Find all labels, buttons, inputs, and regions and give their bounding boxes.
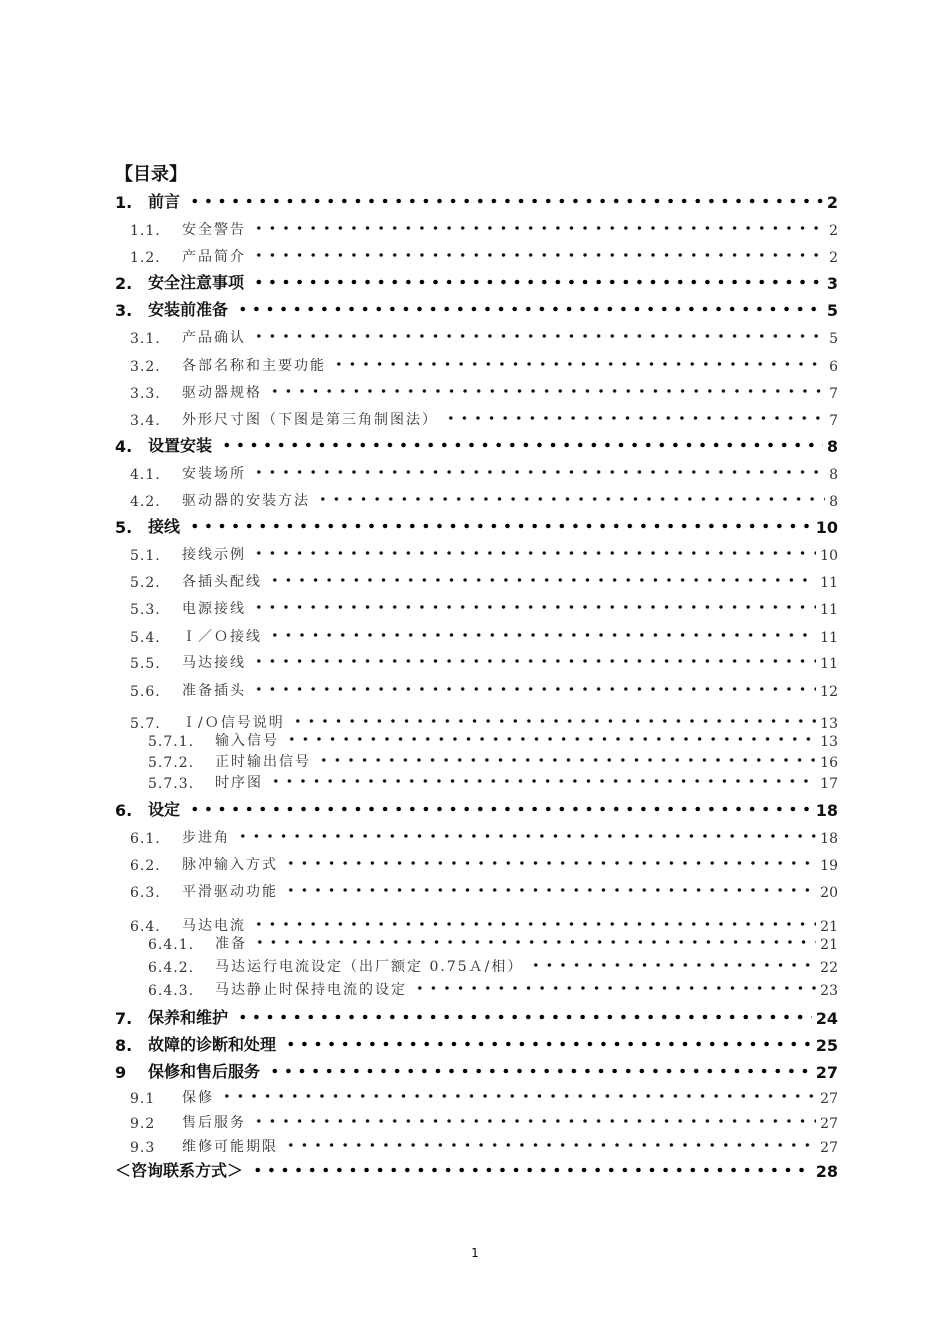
toc-entry-page: 28 bbox=[815, 1162, 838, 1181]
toc-entry[interactable] bbox=[130, 242, 838, 266]
toc-entry-page: 5 bbox=[826, 301, 838, 320]
toc-entry-title: 各部名称和主要功能 bbox=[182, 358, 326, 374]
toc-entry[interactable] bbox=[115, 188, 838, 212]
toc-entry-number: 2. bbox=[115, 274, 133, 293]
toc-entry-number: 6.2. bbox=[130, 858, 161, 874]
dot-leader bbox=[252, 918, 816, 930]
toc-entry-number: 3.2. bbox=[130, 359, 161, 375]
dot-leader bbox=[317, 754, 816, 766]
toc-entry-page: 7 bbox=[829, 386, 838, 402]
toc-entry[interactable] bbox=[130, 215, 838, 239]
toc-entry-page: 27 bbox=[820, 1140, 838, 1156]
dot-leader bbox=[253, 936, 816, 948]
toc-entry-number: 5.3. bbox=[130, 602, 161, 618]
toc-entry[interactable] bbox=[115, 296, 838, 320]
toc-entry-title: 正时输出信号 bbox=[215, 754, 311, 770]
toc-entry-number: 6.4.3. bbox=[148, 983, 195, 999]
dot-leader bbox=[188, 520, 812, 532]
toc-entry-number: 3. bbox=[115, 301, 133, 320]
toc-entry[interactable] bbox=[148, 956, 838, 976]
dot-leader bbox=[251, 1164, 812, 1176]
toc-entry-page: 10 bbox=[820, 548, 838, 564]
toc-entry[interactable] bbox=[130, 823, 838, 847]
toc-entry-page: 13 bbox=[820, 734, 838, 750]
dot-leader bbox=[268, 574, 816, 586]
toc-entry-title: 设置安装 bbox=[148, 436, 213, 455]
page-number: 1 bbox=[471, 1246, 479, 1260]
dot-leader bbox=[252, 330, 825, 342]
toc-entry-title: 产品简介 bbox=[182, 249, 246, 265]
dot-leader bbox=[284, 1038, 812, 1050]
dot-leader bbox=[220, 439, 823, 451]
dot-leader bbox=[236, 303, 823, 315]
toc-entry-title: 安全注意事项 bbox=[148, 273, 245, 292]
toc-entry-title: 保修 bbox=[182, 1090, 214, 1106]
toc-entry[interactable] bbox=[148, 933, 838, 953]
toc-entry-number: 5.7.2. bbox=[148, 755, 195, 771]
toc-entry-page: 2 bbox=[829, 223, 838, 239]
toc-entry[interactable] bbox=[130, 1108, 838, 1132]
toc-entry-number: 5.4. bbox=[130, 630, 161, 646]
toc-entry-page: 27 bbox=[815, 1063, 838, 1082]
toc-entry-title: 接线示例 bbox=[182, 547, 246, 563]
toc-entry-title: 安全警告 bbox=[182, 222, 246, 238]
toc-entry-page: 2 bbox=[826, 193, 838, 212]
toc-entry[interactable] bbox=[130, 540, 838, 564]
dot-leader bbox=[291, 715, 816, 727]
toc-entry-page: 6 bbox=[829, 359, 838, 375]
dot-leader bbox=[252, 683, 816, 695]
toc-entry-number: 6.3. bbox=[130, 885, 161, 901]
toc-entry-title: 外形尺寸图（下图是第三角制图法） bbox=[182, 412, 438, 428]
toc-entry-page: 27 bbox=[820, 1116, 838, 1132]
dot-leader bbox=[413, 982, 816, 994]
toc-entry-page: 21 bbox=[820, 937, 838, 953]
toc-entry[interactable] bbox=[148, 979, 838, 999]
dot-leader bbox=[269, 775, 816, 787]
toc-entry-page: 16 bbox=[820, 755, 838, 771]
toc-entry-page: 11 bbox=[820, 575, 838, 591]
toc-entry-number: 5.5. bbox=[130, 656, 161, 672]
dot-leader bbox=[252, 222, 825, 234]
toc-entry-number: 3.3. bbox=[130, 386, 161, 402]
toc-entry-number: 1.2. bbox=[130, 250, 161, 266]
toc-entry-number: 5.1. bbox=[130, 548, 161, 564]
toc-entry-number: 9.1 bbox=[130, 1091, 156, 1107]
toc-entry[interactable] bbox=[148, 751, 838, 771]
toc-entry-number: 8. bbox=[115, 1036, 133, 1055]
dot-leader bbox=[252, 601, 816, 613]
toc-entry-page: 12 bbox=[820, 684, 838, 700]
toc-entry-number: 5.7.1. bbox=[148, 734, 195, 750]
dot-leader bbox=[332, 358, 825, 370]
toc-entry-title: 故障的诊断和处理 bbox=[148, 1035, 277, 1054]
toc-entry-page: 27 bbox=[820, 1091, 838, 1107]
toc-entry-page: 11 bbox=[820, 602, 838, 618]
dot-leader bbox=[236, 830, 816, 842]
toc-entry-title: 时序图 bbox=[215, 775, 263, 791]
toc-entry-title: ＜咨询联系方式＞ bbox=[115, 1161, 244, 1180]
toc-entry-number: 1.1. bbox=[130, 223, 161, 239]
dot-leader bbox=[220, 1090, 816, 1102]
dot-leader bbox=[236, 1011, 812, 1023]
toc-entry[interactable] bbox=[115, 796, 838, 820]
toc-entry-title: 产品确认 bbox=[182, 330, 246, 346]
toc-entry[interactable] bbox=[115, 1157, 838, 1181]
toc-entry-number: 4. bbox=[115, 437, 133, 456]
toc-entry-page: 11 bbox=[820, 630, 838, 646]
toc-entry[interactable] bbox=[130, 708, 838, 732]
toc-entry[interactable] bbox=[115, 513, 838, 537]
toc-entry-title: 马达静止时保持电流的设定 bbox=[215, 982, 407, 998]
toc-entry-number: 4.2. bbox=[130, 494, 161, 510]
toc-entry-number: 5.7. bbox=[130, 716, 161, 732]
toc-entry-number: 6.1. bbox=[130, 831, 161, 847]
toc-entry-title: 平滑驱动功能 bbox=[182, 884, 278, 900]
toc-entry-page: 13 bbox=[820, 716, 838, 732]
toc-entry-number: 3.4. bbox=[130, 413, 161, 429]
toc-entry-page: 8 bbox=[829, 467, 838, 483]
toc-entry-page: 19 bbox=[820, 858, 838, 874]
toc-entry[interactable] bbox=[130, 405, 838, 429]
toc-entry-page: 18 bbox=[820, 831, 838, 847]
toc-entry[interactable] bbox=[130, 850, 838, 874]
toc-entry-page: 11 bbox=[820, 656, 838, 672]
toc-entry-number: 3.1. bbox=[130, 331, 161, 347]
toc-entry[interactable] bbox=[130, 378, 838, 402]
toc-entry[interactable] bbox=[130, 676, 838, 700]
toc-title: 【目录】 bbox=[115, 164, 187, 185]
toc-entry[interactable] bbox=[115, 1058, 838, 1082]
toc-entry-title: 安装前准备 bbox=[148, 300, 229, 319]
toc-entry[interactable] bbox=[148, 772, 838, 792]
toc-entry-page: 3 bbox=[826, 274, 838, 293]
toc-entry[interactable] bbox=[130, 351, 838, 375]
dot-leader bbox=[188, 195, 823, 207]
toc-entry-title: 各插头配线 bbox=[182, 574, 262, 590]
toc-entry-title: Ｉ/Ｏ信号说明 bbox=[182, 715, 285, 731]
toc-entry-number: 9.3 bbox=[130, 1140, 156, 1156]
toc-entry[interactable] bbox=[130, 459, 838, 483]
toc-entry[interactable] bbox=[115, 1031, 838, 1055]
toc-entry[interactable] bbox=[130, 877, 838, 901]
toc-entry-number: 5.2. bbox=[130, 575, 161, 591]
dot-leader bbox=[529, 959, 816, 971]
toc-entry-title: 准备 bbox=[215, 936, 247, 952]
dot-leader bbox=[252, 466, 825, 478]
toc-entry-number: 9.2 bbox=[130, 1116, 156, 1132]
toc-entry-title: 电源接线 bbox=[182, 601, 246, 617]
toc-entry-page: 8 bbox=[826, 437, 838, 456]
toc-entry-title: 驱动器的安装方法 bbox=[182, 493, 310, 509]
toc-entry-page: 20 bbox=[820, 885, 838, 901]
toc-entry[interactable] bbox=[130, 567, 838, 591]
dot-leader bbox=[252, 655, 816, 667]
toc-entry[interactable] bbox=[130, 323, 838, 347]
toc-entry-number: 6.4. bbox=[130, 919, 161, 935]
toc-entry-page: 24 bbox=[815, 1009, 838, 1028]
dot-leader bbox=[252, 276, 823, 288]
toc-entry-page: 17 bbox=[820, 776, 838, 792]
dot-leader bbox=[268, 629, 816, 641]
toc-entry-page: 5 bbox=[829, 331, 838, 347]
toc-entry[interactable] bbox=[130, 1083, 838, 1107]
toc-entry-title: 步进角 bbox=[182, 830, 230, 846]
toc-entry[interactable] bbox=[130, 1132, 838, 1156]
toc-entry-title: 设定 bbox=[148, 800, 181, 819]
toc-entry[interactable] bbox=[130, 648, 838, 672]
toc-entry-title: 接线 bbox=[148, 517, 181, 536]
toc-entry-number: 5.6. bbox=[130, 684, 161, 700]
toc-entry-title: 保修和售后服务 bbox=[148, 1062, 261, 1081]
toc-entry-number: 6.4.2. bbox=[148, 960, 195, 976]
toc-entry-title: 马达运行电流设定（出厂额定 0.75Ａ/相） bbox=[215, 959, 524, 975]
toc-entry-title: 准备插头 bbox=[182, 683, 246, 699]
dot-leader bbox=[252, 1115, 816, 1127]
toc-entry-page: 25 bbox=[815, 1036, 838, 1055]
toc-entry-page: 10 bbox=[815, 518, 838, 537]
toc-entry[interactable] bbox=[130, 911, 838, 935]
dot-leader bbox=[252, 547, 816, 559]
toc-entry-title: 售后服务 bbox=[182, 1115, 246, 1131]
dot-leader bbox=[268, 1065, 812, 1077]
toc-entry-number: 7. bbox=[115, 1009, 133, 1028]
toc-entry-number: 5.7.3. bbox=[148, 776, 195, 792]
toc-entry[interactable] bbox=[115, 269, 838, 293]
toc-entry-title: 前言 bbox=[148, 192, 181, 211]
dot-leader bbox=[444, 412, 825, 424]
toc-entry[interactable] bbox=[130, 486, 838, 510]
toc-entry-page: 23 bbox=[820, 983, 838, 999]
dot-leader bbox=[268, 385, 825, 397]
toc-entry-page: 22 bbox=[820, 960, 838, 976]
toc-entry-title: 输入信号 bbox=[215, 733, 279, 749]
toc-entry-title: 马达接线 bbox=[182, 655, 246, 671]
toc-entry-number: 6. bbox=[115, 801, 133, 820]
toc-entry-title: 保养和维护 bbox=[148, 1008, 229, 1027]
toc-entry-title: 驱动器规格 bbox=[182, 385, 262, 401]
dot-leader bbox=[284, 857, 816, 869]
dot-leader bbox=[284, 1139, 816, 1151]
toc-entry-title: 维修可能期限 bbox=[182, 1139, 278, 1155]
toc-entry-page: 2 bbox=[829, 250, 838, 266]
toc-entry-number: 6.4.1. bbox=[148, 937, 195, 953]
toc-entry[interactable] bbox=[130, 622, 838, 646]
toc-entry-title: Ｉ／Ｏ接线 bbox=[182, 629, 262, 645]
toc-entry-number: 4.1. bbox=[130, 467, 161, 483]
toc-entry[interactable] bbox=[130, 594, 838, 618]
toc-entry-page: 21 bbox=[820, 919, 838, 935]
toc-entry-page: 7 bbox=[829, 413, 838, 429]
dot-leader bbox=[316, 493, 825, 505]
dot-leader bbox=[284, 884, 816, 896]
toc-entry-title: 马达电流 bbox=[182, 918, 246, 934]
toc-entry-number: 1. bbox=[115, 193, 133, 212]
dot-leader bbox=[188, 803, 812, 815]
toc-entry-number: 9 bbox=[115, 1063, 127, 1082]
dot-leader bbox=[252, 249, 825, 261]
toc-entry-page: 18 bbox=[815, 801, 838, 820]
dot-leader bbox=[285, 733, 816, 745]
toc-entry[interactable] bbox=[115, 1004, 838, 1028]
toc-entry[interactable] bbox=[115, 432, 838, 456]
toc-entry-page: 8 bbox=[829, 494, 838, 510]
toc-entry-title: 脉冲输入方式 bbox=[182, 857, 278, 873]
toc-entry-title: 安装场所 bbox=[182, 466, 246, 482]
toc-entry[interactable] bbox=[148, 730, 838, 750]
toc-entry-number: 5. bbox=[115, 518, 133, 537]
